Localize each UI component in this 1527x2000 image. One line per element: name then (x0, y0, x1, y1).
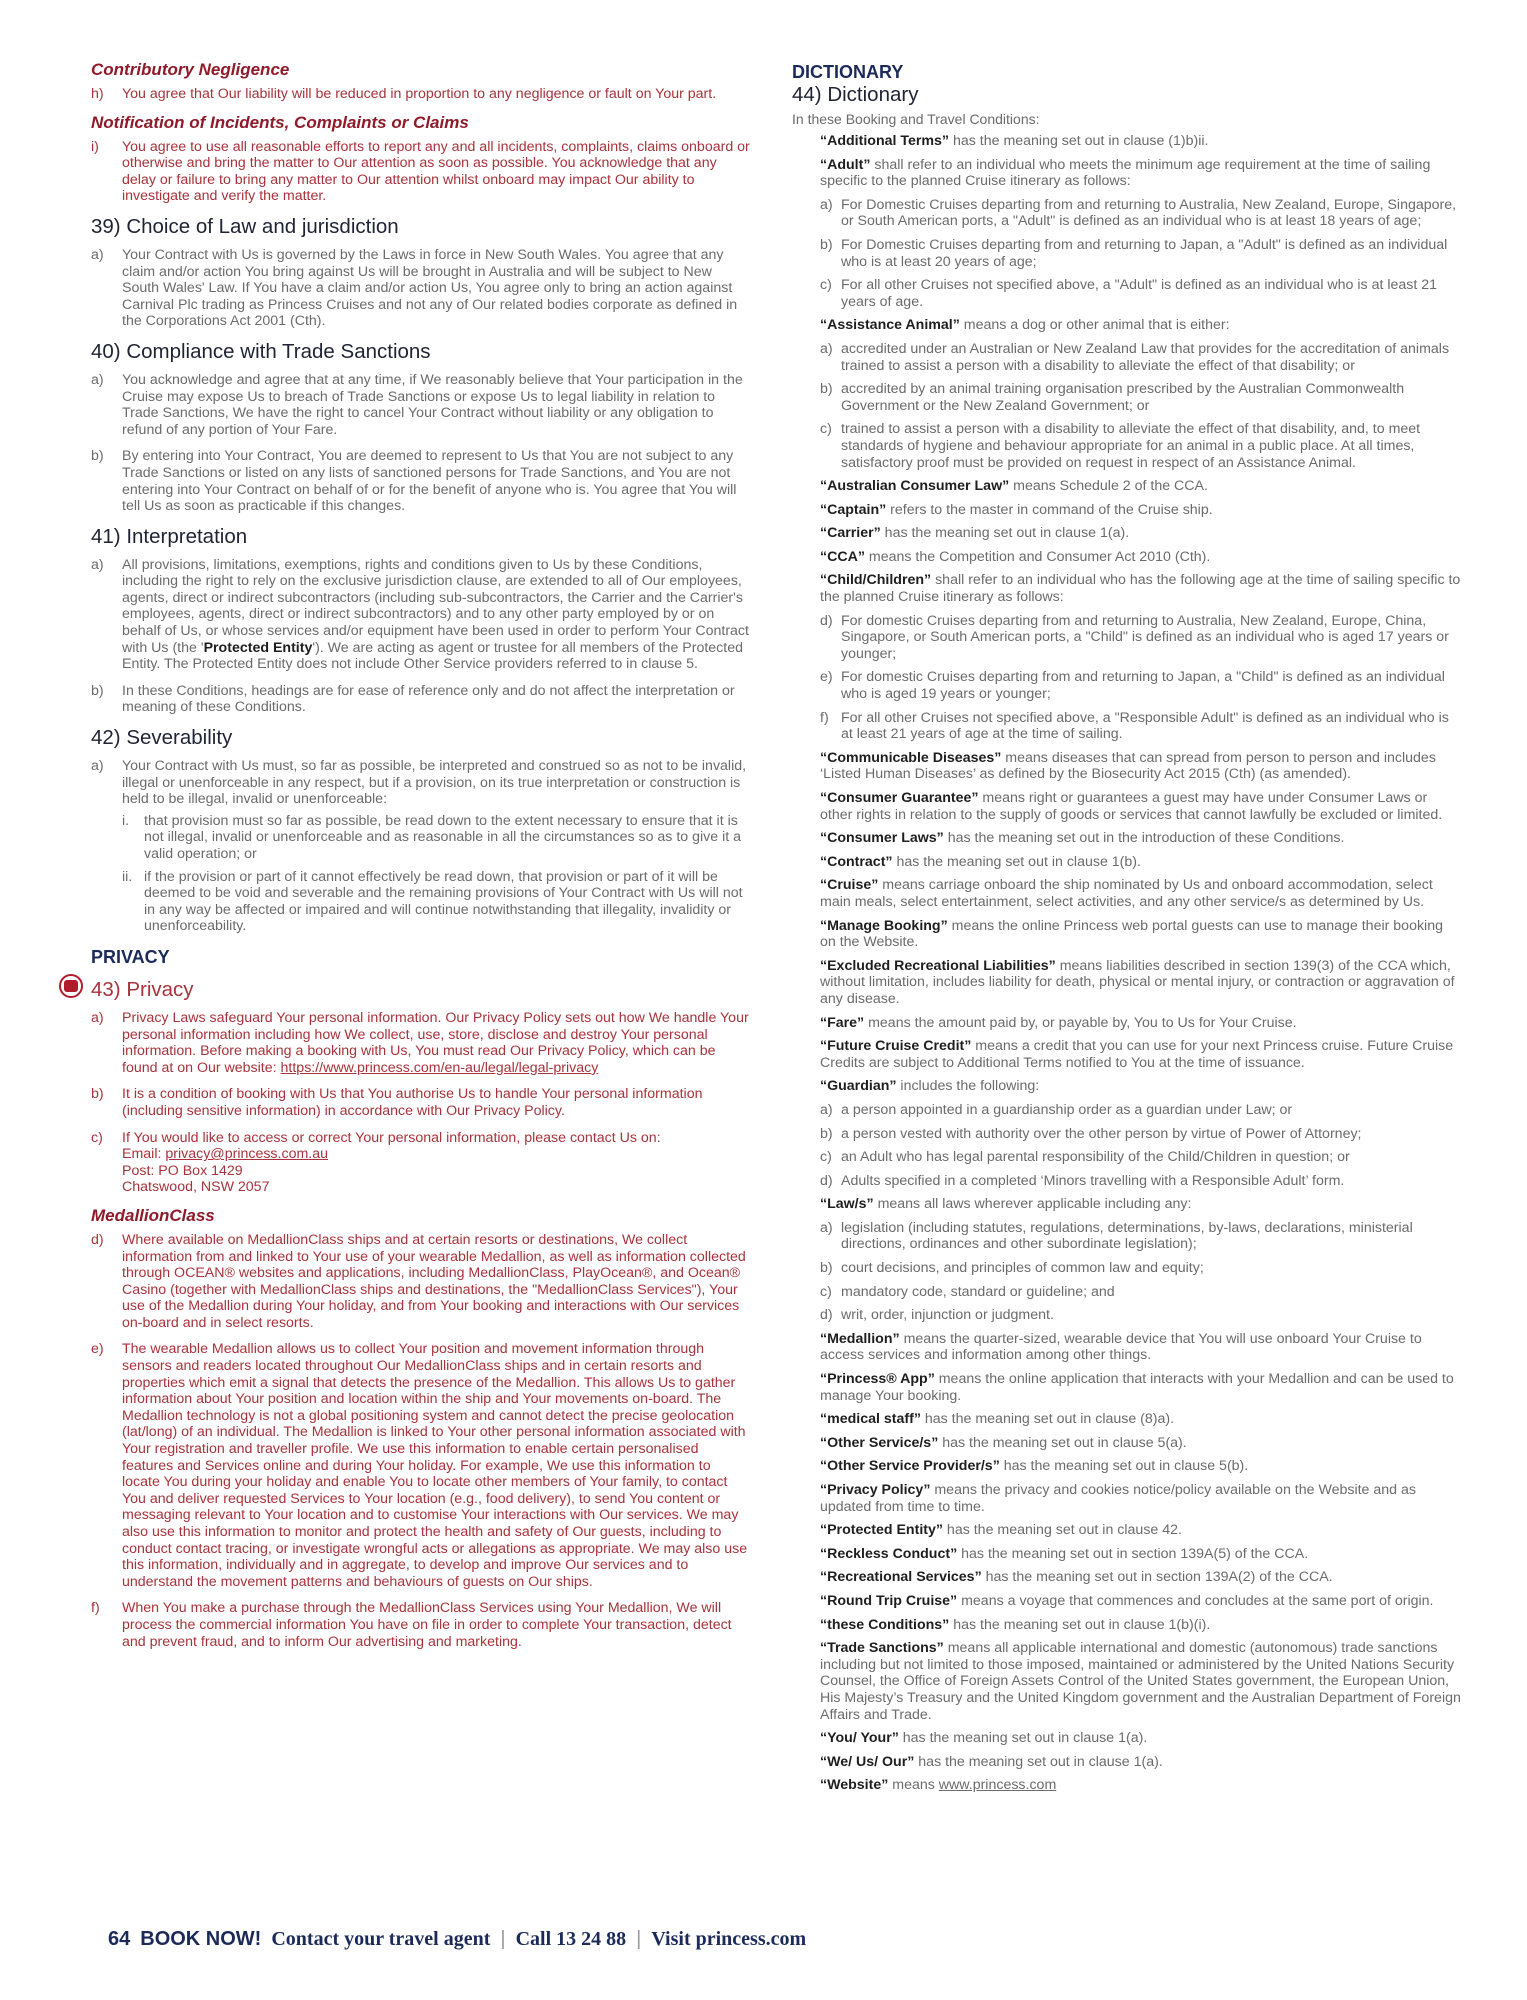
def-additional-terms: “Additional Terms” has the meaning set out in clause (1)b)ii. (820, 133, 1209, 149)
def-guardian: “Guardian” includes the following: (820, 1078, 1040, 1095)
animal-sub-c: c) trained to assist a person with a disability to alleviate the effect of that disability, and, to meet standards of hygiene and behaviour appropriate for an animal in a public place. At all times, satisfactory proof must be provided on request in respect of an Assistance Animal. (820, 421, 1421, 471)
clause-h: h) You agree that Our liability will be reduced in proportion to any negligence or fault on Your part. (91, 86, 717, 102)
clause-40a: a) You acknowledge and agree that at any time, if We reasonably believe that Your participation in the Cruise may expose Us to breach of Trade Sanctions or expose Us to legal liability in relation to Trade Sanctions, We have the right to cancel Your Contract without liability or any obligation to refund of any portion of Your Fare. (91, 371, 743, 438)
section-43-title: 43) Privacy (91, 977, 194, 1001)
def-trade-sanctions: “Trade Sanctions” means all applicable international and domestic (autonomous) trade sanctions including but not limited to those imposed, maintained or administered by the United Nations Security Counsel, the Office of Foreign Assets Control of the United States government, the European Union, His Majesty’s Treasury and the United Kingdom government and the Australian Department of Foreign Affairs and Trade. (820, 1640, 1461, 1723)
def-manage-booking: “Manage Booking” means the online Princess web portal guests can use to manage their booking on the Website. (820, 917, 1443, 951)
def-protected-entity: “Protected Entity” has the meaning set out in clause 42. (820, 1522, 1182, 1539)
clause-43b: b) It is a condition of booking with Us that You authorise Us to handle Your personal information (including sensitive information) in accordance with Our Privacy Policy. (91, 1086, 703, 1119)
left-column (91, 58, 751, 1660)
website-link[interactable]: www.princess.com (938, 1777, 1057, 1794)
def-these-conditions: “these Conditions” has the meaning set out in clause 1(b)(i). (820, 1616, 1211, 1633)
page-number: 64 (108, 1928, 131, 1950)
clause-f: f) When You make a purchase through the MedallionClass Services using Your Medallion, We will process the commercial information You have on file in order to complete Your transaction, detect and prevent fraud, and to inform Our advertising and marketing. (91, 1600, 732, 1650)
protected-entity-term: Protected Entity (203, 639, 313, 656)
def-medallion: “Medallion” means the quarter-sized, wearable device that You will use onboard Your Cruise to access services and information among other things. (820, 1330, 1422, 1364)
privacy-email-link[interactable]: privacy@princess.com.au (165, 1146, 328, 1163)
def-round-trip-cruise: “Round Trip Cruise” means a voyage that commences and concludes at the same port of origin. (820, 1592, 1434, 1609)
def-contract: “Contract” has the meaning set out in clause 1(b). (820, 853, 1141, 870)
clause-40b: b) By entering into Your Contract, You are deemed to represent to Us that You are not subject to any Trade Sanctions or listed on any lists of sanctioned persons for Trade Sanctions, and You are not entering into Your Contract on behalf of or for the benefit of anyone who is. You agree that You will tell Us as soon as practicable if this changes. (91, 448, 737, 515)
guardian-sub-c: c) an Adult who has legal parental responsibility of the Child/Children in question; or (820, 1149, 1350, 1166)
page-footer (108, 1928, 806, 1951)
animal-sub-a: a) accredited under an Australian or New Zealand Law that provides for the accreditation of animals trained to assist a person with a disability to alleviate the effect of that disability; or (820, 340, 1450, 374)
def-carrier: “Carrier” has the meaning set out in clause 1(a). (820, 525, 1130, 542)
visit-website-link[interactable]: Visit princess.com (651, 1928, 807, 1950)
def-cca: “CCA” means the Competition and Consumer Act 2010 (Cth). (820, 548, 1211, 565)
footer-separator: | (636, 1928, 642, 1950)
section-40-title: 40) Compliance with Trade Sanctions (91, 339, 431, 363)
clause-43a: a) Privacy Laws safeguard Your personal information. Our Privacy Policy sets out how We handle Your personal information including how We collect, use, store, disclose and destroy Your personal information. Before making a booking with Us, You must read Our Privacy Policy, which can be found at on Our website: https://www.princess.com/en-au/legal/legal-privacy (91, 1009, 749, 1076)
book-now-label: BOOK NOW! (140, 1928, 262, 1950)
guardian-sub-b: b) a person vested with authority over the other person by virtue of Power of Attorney; (820, 1125, 1362, 1142)
clause-42a-i: i. that provision must so far as possible, be read down to the extent necessary to ensure that it is not illegal, invalid or unenforceable and as reasonable in all the circumstances so as to give it a valid operation; or (122, 812, 742, 862)
def-privacy-policy: “Privacy Policy” means the privacy and cookies notice/policy available on the Website and as updated from time to time. (820, 1482, 1416, 1515)
def-communicable-diseases: “Communicable Diseases” means diseases that can spread from person to person and includes ‘Listed Human Diseases’ as defined by the Biosecurity Act 2015 (Cth) (as amended). (820, 749, 1436, 783)
def-medical-staff: “medical staff” has the meaning set out in clause (8)a). (820, 1411, 1175, 1428)
section-41-title: 41) Interpretation (91, 524, 248, 548)
medallionclass-heading: MedallionClass (91, 1205, 215, 1225)
law-sub-a: a) legislation (including statutes, regulations, determinations, by-laws, declarations, ministerial directions, ordinances and other subordinate legislation); (820, 1219, 1413, 1253)
child-sub-f: f) For all other Cruises not specified above, a "Responsible Adult" is defined as an individual who is at least 21 years of age at the time of sailing. (820, 709, 1449, 743)
def-other-services: “Other Service/s” has the meaning set out in clause 5(a). (820, 1434, 1187, 1451)
privacy-category-heading: PRIVACY (91, 946, 170, 967)
def-adult: “Adult” shall refer to an individual who meets the minimum age requirement at the time of sailing specific to the planned Cruise itinerary as follows: (820, 156, 1431, 190)
clause-41a: a) All provisions, limitations, exemptions, rights and conditions given to Us by these Conditions, including the right to rely on the exclusive jurisdiction clause, are extended to all of Our employees, agents, direct or indirect subcontractors (including sub-subcontractors, the Carrier and the Carrier's employees, agents, direct or indirect subcontractors) and to any other party employed by or on behalf of Us, or whose services and/or equipment have been used in order to perform Your Contract with Us (the 'Protected Entity'). We are acting as agent or trustee for all members of the Protected Entity. The Protected Entity does not include Other Service providers referred to in clause 5. (91, 556, 749, 673)
adult-sub-b: b) For Domestic Cruises departing from and returning to Japan, a "Adult" is defined as an individual who is at least 20 years of age; (820, 236, 1448, 270)
def-child: “Child/Children” shall refer to an individual who has the following age at the time of sailing specific to the planned Cruise itinerary as follows: (820, 572, 1461, 606)
clause-41b: b) In these Conditions, headings are for ease of reference only and do not affect the interpretation or meaning of these Conditions. (91, 682, 735, 716)
def-we-us-our: “We/ Us/ Our” has the meaning set out in clause 1(a). (820, 1753, 1163, 1770)
def-australian-consumer-law: “Australian Consumer Law” means Schedule 2 of the CCA. (820, 478, 1208, 495)
clause-i: i) You agree to use all reasonable efforts to report any and all incidents, complaints, claims onboard or otherwise and bring the matter to Our attention as soon as possible. You acknowledge that any delay or failure to bring any matter to Our attention whilst onboard may impact Our ability to investigate and verify the matter. (91, 138, 750, 205)
def-website: “Website” means www.princess.com (820, 1777, 1057, 1794)
child-sub-e: e) For domestic Cruises departing from and returning to Japan, a "Child" is defined as an individual who is aged 19 years or younger; (820, 669, 1445, 703)
pointing-hand-icon (59, 974, 83, 998)
law-sub-c: c) mandatory code, standard or guideline; and (820, 1283, 1115, 1300)
def-captain: “Captain” refers to the master in command of the Cruise ship. (820, 501, 1213, 518)
dictionary-intro: In these Booking and Travel Conditions: (792, 111, 1040, 127)
animal-sub-b: b) accredited by an animal training organisation prescribed by the Australian Commonwealth Government or the New Zealand Government; or (820, 381, 1405, 414)
notification-heading: Notification of Incidents, Complaints or Claims (91, 112, 469, 132)
adult-sub-c: c) For all other Cruises not specified above, a "Adult" is defined as an individual who is at least 21 years of age. (820, 277, 1438, 310)
guardian-sub-a: a) a person appointed in a guardianship order as a guardian under Law; or (820, 1101, 1293, 1118)
def-reckless-conduct: “Reckless Conduct” has the meaning set out in section 139A(5) of the CCA. (820, 1545, 1309, 1562)
footer-separator: | (500, 1928, 506, 1950)
def-future-cruise-credit: “Future Cruise Credit” means a credit that you can use for your next Princess cruise. Future Cruise Credits are subject to Additional Terms notified to You at the time of issuance. (820, 1038, 1454, 1071)
dictionary-category-heading: DICTIONARY (792, 62, 904, 82)
def-cruise: “Cruise” means carriage onboard the ship nominated by Us and onboard accommodation, select main meals, select entertainment, select activities, and any other service/s as determined by Us. (820, 877, 1433, 910)
def-fare: “Fare” means the amount paid by, or payable by, You to Us for Your Cruise. (820, 1014, 1297, 1031)
privacy-policy-link[interactable]: https://www.princess.com/en-au/legal/legal-privacy (280, 1059, 599, 1076)
clause-43c: c) If You would like to access or correct Your personal information, please contact Us on: Email: privacy@princess.com.au Post: PO Box 1429 Chatswood, NSW 2057 (91, 1129, 661, 1196)
def-princess-app: “Princess® App” means the online application that interacts with your Medallion and can be used to manage Your booking. (820, 1371, 1454, 1404)
def-other-service-providers: “Other Service Provider/s” has the meaning set out in clause 5(b). (820, 1458, 1249, 1475)
section-39-title: 39) Choice of Law and jurisdiction (91, 214, 399, 238)
clause-39a: a) Your Contract with Us is governed by the Laws in force in New South Wales. You agree that any claim and/or action You bring against Us will be brought in Australia and will be subject to New South Wales' Law. If You have a claim and/or action Us, You agree only to bring an action against Carnival Plc trading as Princess Cruises and not any of Our related bodies corporate as defined in the Corporations Act 2001 (Cth). (91, 246, 738, 330)
guardian-sub-d: d) Adults specified in a completed ‘Minors travelling with a Responsible Adult’ form. (820, 1172, 1345, 1189)
contributory-negligence-heading: Contributory Negligence (91, 60, 290, 79)
section-44-title: 44) Dictionary (792, 83, 919, 106)
clause-42a: a) Your Contract with Us must, so far as possible, be interpreted and construed so as not to be invalid, illegal or unenforceable in any respect, but if a provision, on its true interpretation or construction is held to be illegal, invalid or unenforceable: (91, 758, 747, 808)
contact-agent-label: Contact your travel agent (271, 1928, 491, 1950)
law-sub-b: b) court decisions, and principles of common law and equity; (820, 1260, 1204, 1277)
adult-sub-a: a) For Domestic Cruises departing from and returning to Australia, New Zealand, Europe, Singapore, or South American ports, a "Adult" is defined as an individual who is at least 18 years of age; (820, 196, 1457, 230)
def-recreational-services: “Recreational Services” has the meaning set out in section 139A(2) of the CCA. (820, 1569, 1333, 1586)
clause-42a-ii: ii. if the provision or part of it cannot effectively be read down, that provision or part of it will be deemed to be void and severable and the remaining provisions of Your Contract with Us will not in any way be affected or impaired and will continue notwithstanding that illegality, invalidity or unenforceability. (122, 868, 743, 935)
section-43-header (91, 974, 751, 1010)
def-consumer-laws: “Consumer Laws” has the meaning set out in the introduction of these Conditions. (820, 830, 1345, 847)
right-column (792, 58, 1462, 1801)
law-sub-d: d) writ, order, injunction or judgment. (820, 1307, 1054, 1324)
clause-e: e) The wearable Medallion allows us to collect Your position and movement information through sensors and readers located throughout Our MedallionClass ships and in certain resorts and properties which emit a signal that detects the presence of the Medallion. This allows Us to gather information about Your position and location within the ship and Your movements on-board. The Medallion technology is not a global positioning system and cannot detect the precise geolocation (lat/long) of an individual. The Medallion is linked to Your other personal information associated with Your registration and traveller profile. We use this information to enable certain personalised features and Services online and during Your holiday. For example, We use this information to locate You during your holiday and enable You to locate other members of Your family, to contact You and deliver requested Services to Your location (e.g., food delivery), to send You content or messaging relevant to Your location and to customise Your interactions with Our services. We may also use this information to monitor and protect the health and safety of Our guests, including to conduct contact tracing, or investigate wrongful acts or allegations as appropriate. We may also use this information, individually and in aggregate, to develop and improve Our services and to understand the movement patterns and behaviours of guests on Our ships. (91, 1341, 748, 1590)
call-number[interactable]: Call 13 24 88 (515, 1928, 627, 1950)
clause-d: d) Where available on MedallionClass ships and at certain resorts or destinations, We collect information from and linked to Your use of your wearable Medallion, as well as information collected through OCEAN® websites and applications, including MedallionClass, PlayOcean®, and Ocean® Casino (together with MedallionClass ships and destinations, the "MedallionClass Services"), Your use of the Medallion during Your holiday, and from Your booking and interactions with Our services on-board and in select resorts. (91, 1231, 746, 1331)
def-assistance-animal: “Assistance Animal” means a dog or other animal that is either: (820, 317, 1230, 334)
section-42-title: 42) Severability (91, 726, 233, 750)
child-sub-d: d) For domestic Cruises departing from and returning to Australia, New Zealand, Europe, China, Singapore, or South American ports, a "Child" is defined as an individual who is aged 17 years or younger; (820, 612, 1449, 662)
def-excluded-recreational-liabilities: “Excluded Recreational Liabilities” means liabilities described in section 139(3) of the CCA which, without limitation, includes liability for death, physical or mental injury, or contraction or aggravation of any disease. (820, 957, 1455, 1007)
def-laws: “Law/s” means all laws wherever applicable including any: (820, 1196, 1192, 1213)
def-consumer-guarantee: “Consumer Guarantee” means right or guarantees a guest may have under Consumer Laws or other rights in relation to the supply of goods or services that cannot lawfully be excluded or limited. (820, 790, 1443, 823)
def-you-your: “You/ Your” has the meaning set out in clause 1(a). (820, 1730, 1148, 1747)
